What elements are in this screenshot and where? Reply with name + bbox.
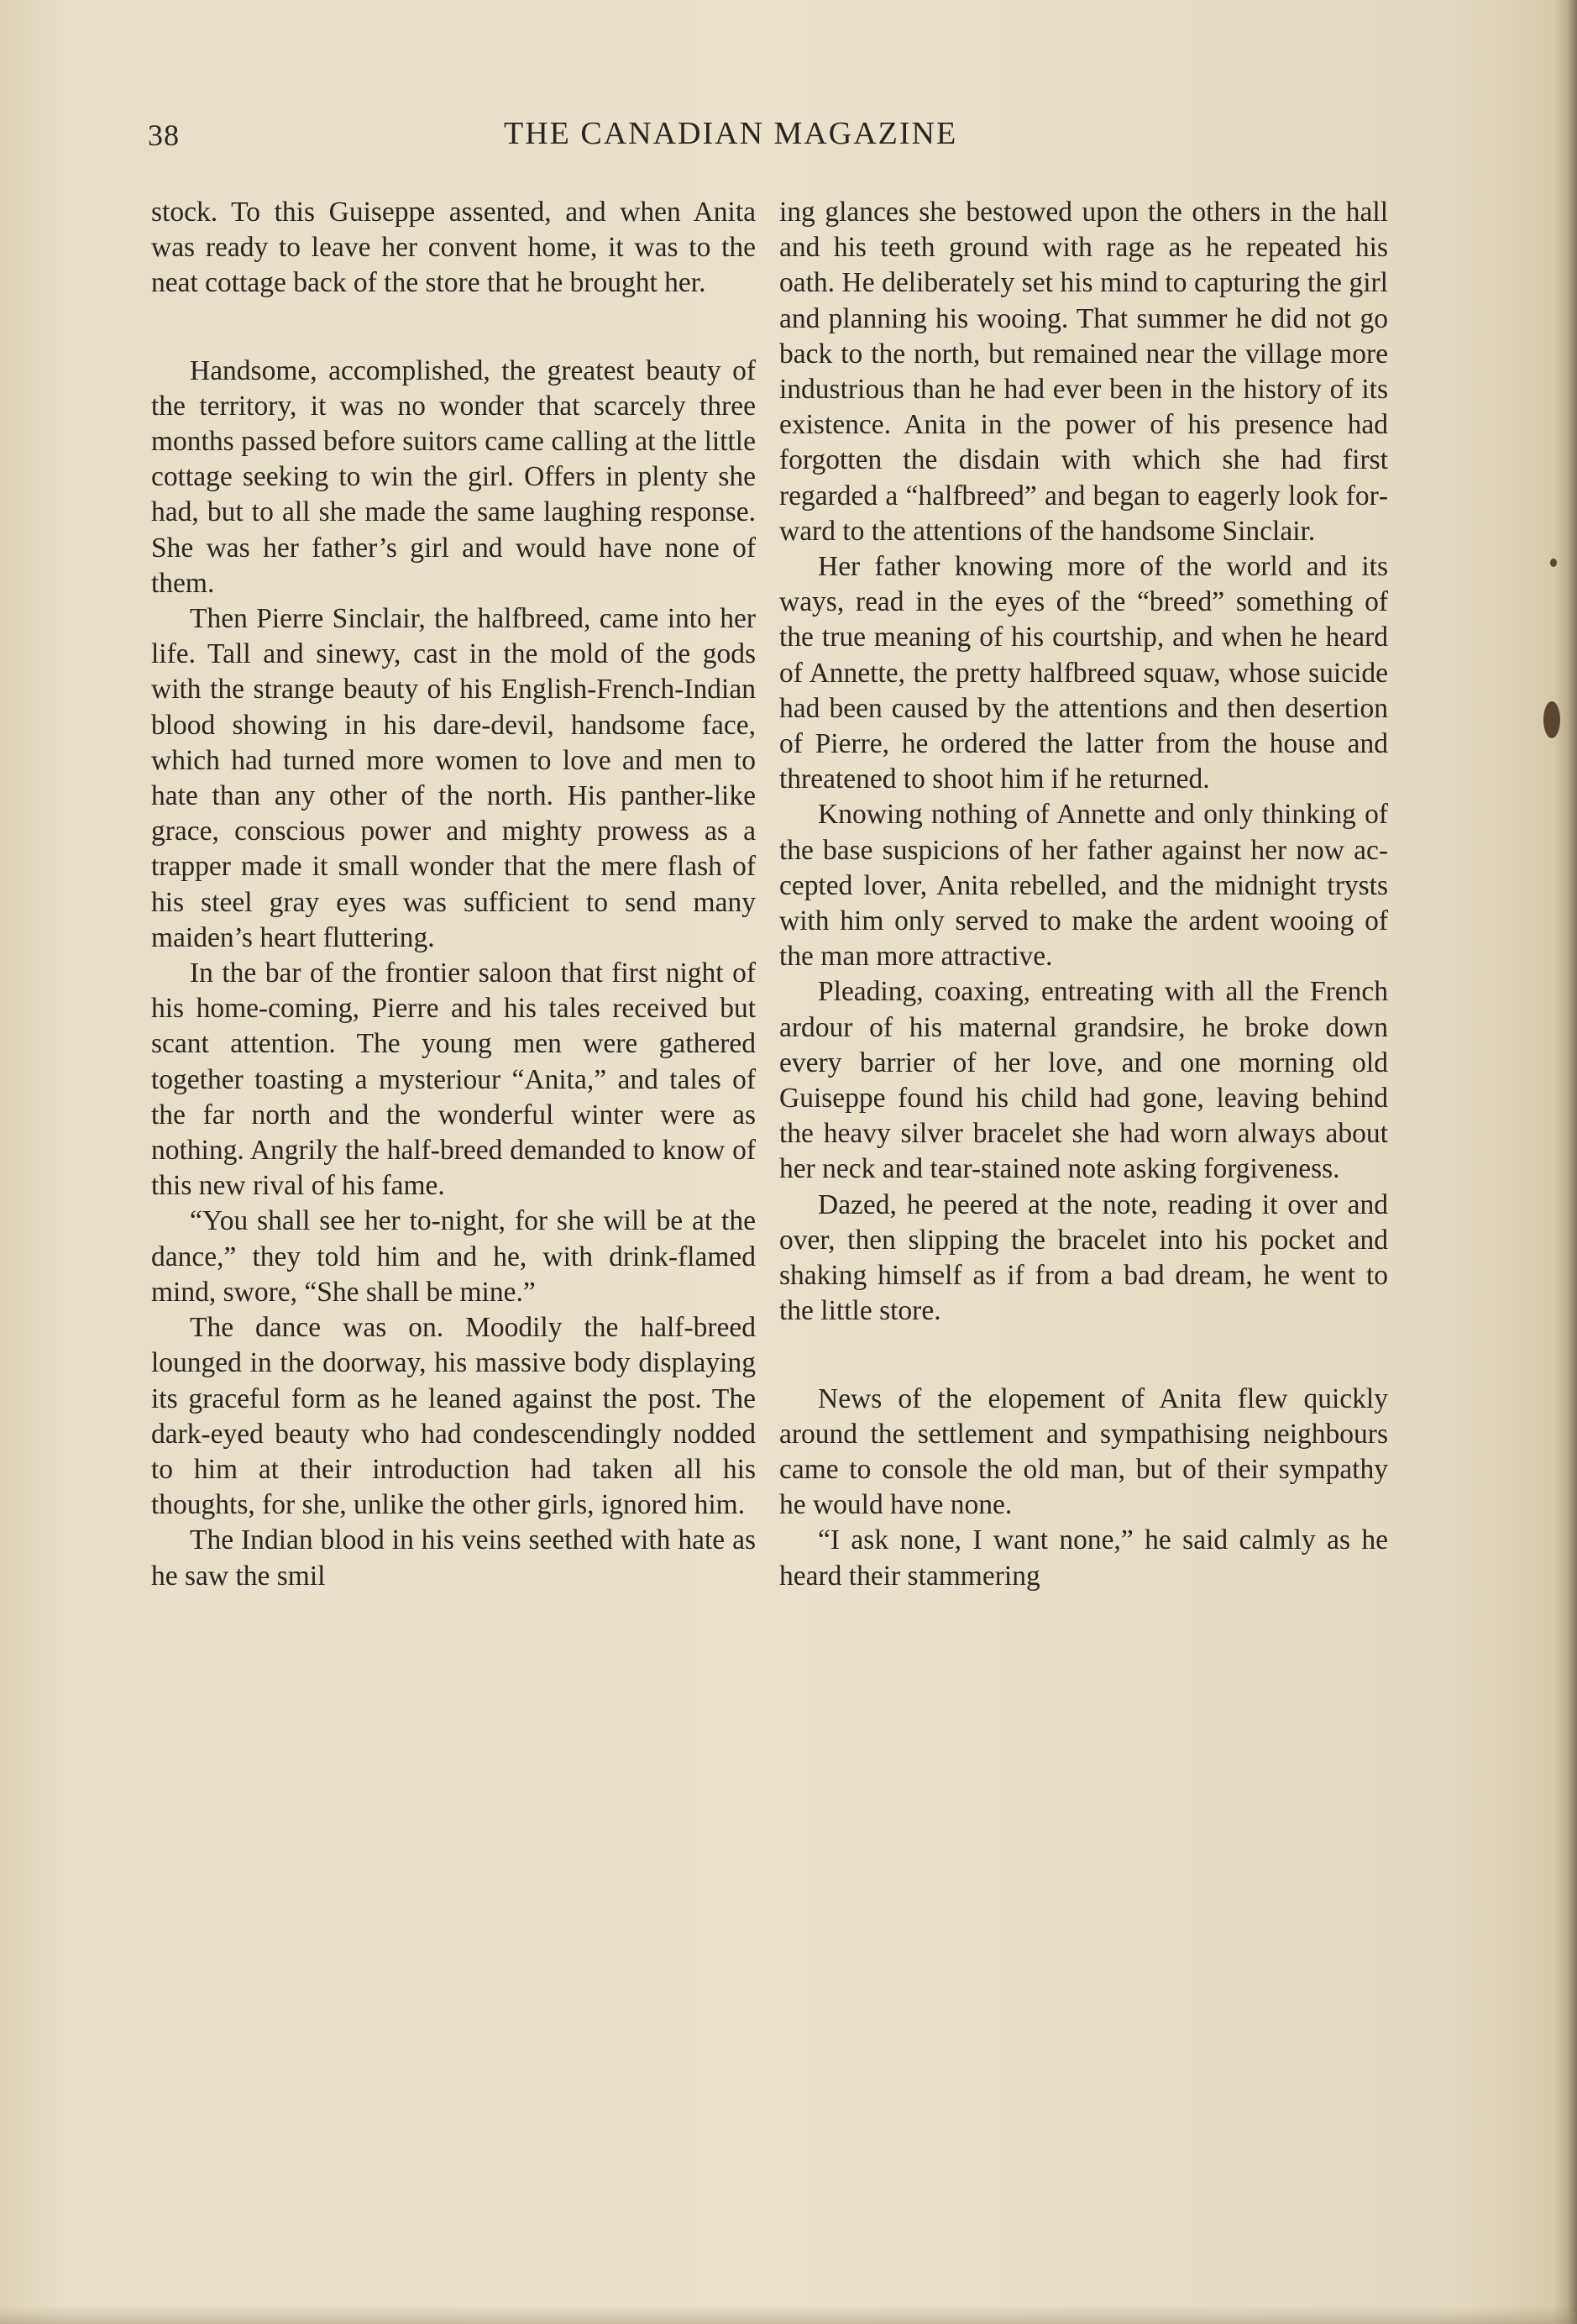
- paragraph: Her father knowing more of the world and its ways, read in the eyes of the “breed” something of the true meaning of his courtship, and when he heard of Annette, the pretty halfbreed squaw, whose suicide had been caused by the attentions and then desertion of Pierre, he ordered the latter from the house and threatened to shoot him if he returned.: [779, 551, 1388, 795]
- paragraph: Then Pierre Sinclair, the halfbreed, came into her life. Tall and sinewy, cast in the mold of the gods with the strange beauty of his English-French-Indian blood showing in his dare-devil, handsome face, which had turned more women to love and men to hate than any other of the north. His panther-like grace, conscious power and mighty prowess as a trapper made it small wonder that the mere flash of his steel gray eyes was sufficient to send many maiden’s heart fluttering.: [151, 603, 756, 953]
- paragraph: In the bar of the frontier saloon that first night of his home-coming, Pierre and his tales received but scant attention. The young men were gathered together toasting a mysteriour “Anita,” and tales of the far north and the wonderful winter were as nothing. Angrily the half-breed demanded to know of this new rival of his fame.: [151, 957, 756, 1202]
- paragraph: “You shall see her to-night, for she will be at the dance,” they told him and he, with drink-flamed mind, swore, “She shall be mine.”: [151, 1205, 756, 1308]
- running-head: THE CANADIAN MAGAZINE: [504, 116, 958, 151]
- paragraph: Handsome, accomplished, the greatest beauty of the territory, it was no wonder that scarcely three months passed before suitors came calling at the little cottage seeking to win the girl. Offers in plenty she had, but to all she made the same laughing response. She was her father’s girl and would have none of them.: [151, 354, 756, 599]
- paragraph: Knowing nothing of Annette and only thinking of the base suspicions of her father against her now accepted lover, Anita rebelled, and the midnight trysts with him only served to make the ardent wooing of the man more attractive.: [779, 799, 1388, 973]
- paragraph: Pleading, coaxing, entreating with all the French ardour of his maternal grandsire, he broke down every barrier of her love, and one morning old Guiseppe found his child had gone, leaving behind the heavy silver bracelet she had worn always about her neck and tear-stained note asking forgiveness.: [779, 976, 1388, 1185]
- paragraph: stock. To this Guiseppe assented, and when Anita was ready to leave her convent home, it was to the neat cottage back of the store that he brought her.: [151, 197, 756, 299]
- page-bottom-edge: [0, 2306, 1577, 2324]
- paragraph: “I ask none, I want none,” he said calmly as he heard their stammering: [779, 1524, 1388, 1592]
- paragraph: News of the elopement of Anita flew quickly around the settlement and sympathising neighbours came to console the old man, but of their sympathy he would have none.: [779, 1382, 1388, 1521]
- paragraph: ing glances she bestowed upon the others in the hall and his teeth ground with rage as he repeated his oath. He deliberately set his mind to capturing the girl and planning his wooing. That summer he did not go back to the north, but remained near the village more industrious than he had ever been in the history of its existence. Anita in the power of his presence had forgotten the disdain with which she had first regarded a “halfbreed” and began to eagerly look forward to the attentions of the handsome Sinclair.: [779, 197, 1388, 547]
- margin-ink-spot: [1543, 701, 1560, 738]
- right-column: [779, 195, 1388, 1594]
- page-edge-shadow: [1553, 0, 1577, 2324]
- left-column: [151, 195, 756, 1594]
- margin-ink-spot: [1550, 559, 1557, 567]
- paragraph: The Indian blood in his veins seethed with hate as he saw the smil: [151, 1524, 756, 1592]
- paragraph: The dance was on. Moodily the half-breed lounged in the doorway, his massive body displaying its graceful form as he leaned against the post. The dark-eyed beauty who had condescendingly nodded to him at their introduction had taken all his thoughts, for she, unlike the other girls, ignored him.: [151, 1312, 756, 1521]
- page-number: 38: [148, 118, 180, 152]
- paragraph: Dazed, he peered at the note, reading it over and over, then slipping the bracelet into his pocket and shaking himself as if from a bad dream, he went to the little store.: [779, 1188, 1388, 1327]
